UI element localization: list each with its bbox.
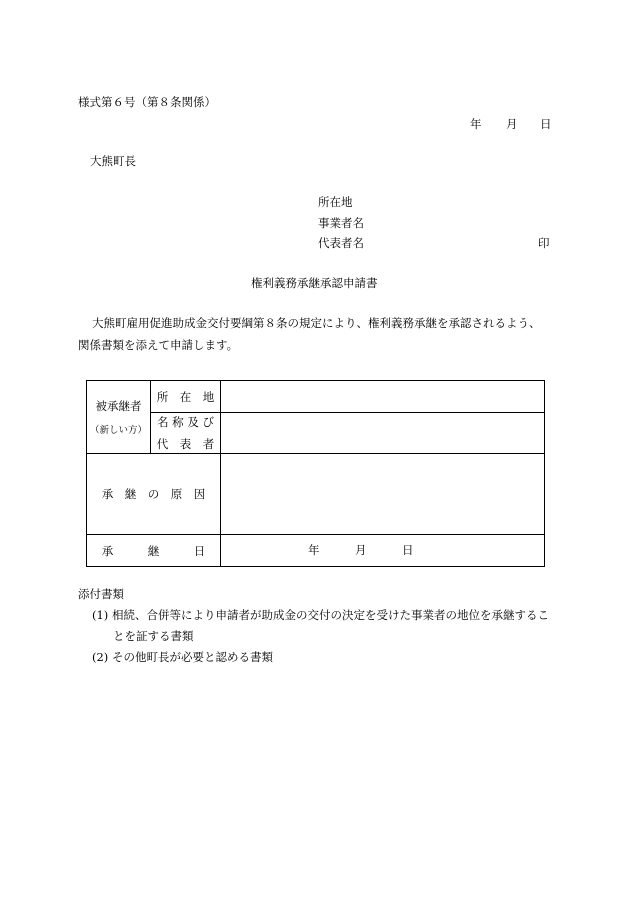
successor-note: （新しい方） <box>89 425 147 436</box>
successor-address-value[interactable] <box>221 381 545 413</box>
succession-date-day: 日 <box>402 543 414 557</box>
attachments-heading: 添付書類 <box>78 587 124 601</box>
applicant-business-name-label: 事業者名 <box>318 216 364 230</box>
attachment-item-2: (2) その他町長が必要と認める書類 <box>92 650 273 664</box>
successor-name-value[interactable] <box>221 413 545 454</box>
document-title: 権利義務承継承認申請書 <box>251 276 378 290</box>
date-year: 年 <box>470 117 482 131</box>
seal-mark: 印 <box>538 236 550 250</box>
successor-address-label: 所 在 地 <box>151 381 221 413</box>
successor-label-cell <box>87 381 151 454</box>
date-month: 月 <box>506 117 518 131</box>
successor-name-label-2: 代 表 者 <box>156 437 215 451</box>
successor-name-label-1: 名 称 及 び <box>157 415 214 429</box>
form-number: 様式第６号（第８条関係） <box>78 95 216 109</box>
table-row <box>87 454 545 535</box>
successor-label: 被承継者 <box>95 399 142 413</box>
application-table <box>86 380 545 567</box>
table-row <box>87 381 545 413</box>
addressee: 大熊町長 <box>90 154 136 168</box>
table-row <box>87 535 545 567</box>
succession-date-label: 承 継 日 <box>87 535 221 567</box>
succession-date-year: 年 <box>308 543 320 557</box>
attachment-item-1-line-2: とを証する書類 <box>113 629 194 643</box>
succession-cause-value[interactable] <box>221 454 545 535</box>
body-line-2: 関係書類を添えて申請します。 <box>78 338 239 352</box>
applicant-representative-label: 代表者名 <box>318 236 364 250</box>
body-line-1: 大熊町雇用促進助成金交付要綱第８条の規定により、権利義務承継を承認されるよう、 <box>92 316 541 330</box>
date-day: 日 <box>540 117 552 131</box>
attachment-item-1-line-1: (1) 相続、合併等により申請者が助成金の交付の決定を受けた事業者の地位を承継するこ <box>92 608 549 622</box>
table-row <box>87 413 545 454</box>
succession-date-month: 月 <box>355 543 367 557</box>
applicant-address-label: 所在地 <box>318 195 353 209</box>
succession-date-value[interactable] <box>221 535 545 567</box>
successor-name-label-cell <box>151 413 221 454</box>
succession-cause-label: 承 継 の 原 因 <box>87 454 221 535</box>
